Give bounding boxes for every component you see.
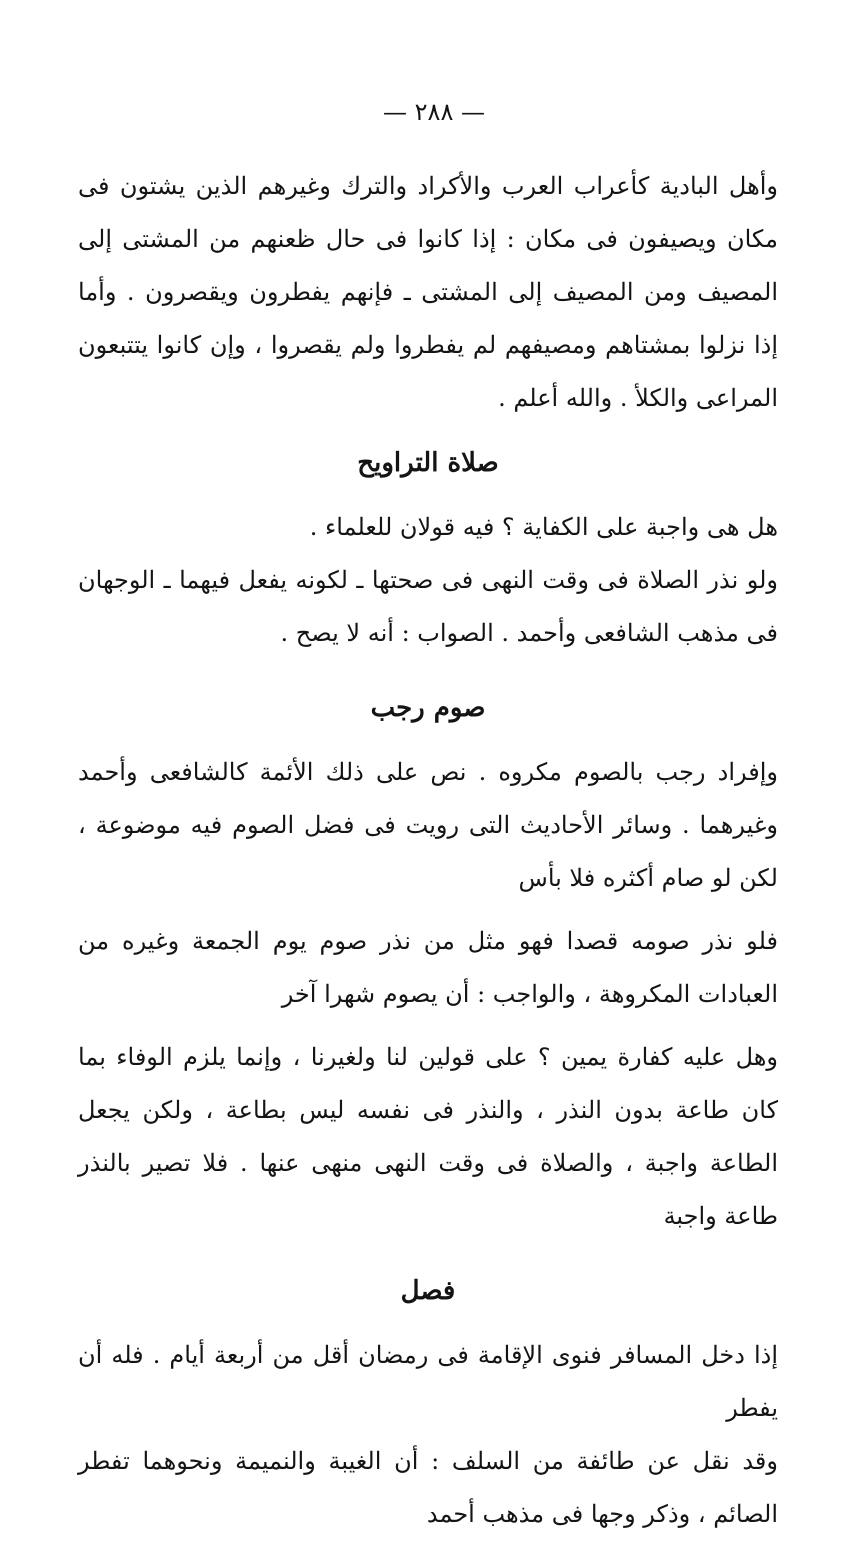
spacer xyxy=(78,905,778,915)
heading-rajab-fast: صوم رجب xyxy=(370,693,486,723)
spacer xyxy=(78,425,778,435)
paragraph-oath-expiation: وهل عليه كفارة يمين ؟ على قولين لنا ولغيرنا ، وإنما يلزم الوفاء بما كان طاعة بدون النذر ، والنذر فى نفسه ليس بطاعة ، ولكن يجعل الطاعة واجبة ، والصلاة فى وقت النهى منهى عنها . فلا تصير بالنذر طاعة واجبة xyxy=(78,1043,778,1230)
spacer xyxy=(78,736,778,746)
paragraph-taraweeh-ruling: هل هى واجبة على الكفاية ؟ فيه قولان للعلماء . xyxy=(309,513,778,541)
spacer xyxy=(78,1243,778,1263)
spacer xyxy=(78,1021,778,1031)
paragraph-rajab-vow: فلو نذر صومه قصدا فهو مثل من نذر صوم يوم الجمعة وغيره من العبادات المكروهة ، والواجب : أن يصوم شهرا آخر xyxy=(78,927,778,1008)
page-body xyxy=(78,160,778,1541)
paragraph-backbiting: وقد نقل عن طائفة من السلف : أن الغيبة والنميمة ونحوهما تفطر الصائم ، وذكر وجها فى مذهب أحمد xyxy=(78,1447,778,1528)
paragraph-traveler-residence: إذا دخل المسافر فنوى الإقامة فى رمضان أقل من أربعة أيام . فله أن يفطر xyxy=(78,1341,778,1422)
spacer xyxy=(78,1319,778,1329)
paragraph-prayer-vow: ولو نذر الصلاة فى وقت النهى فى صحتها ـ لكونه يفعل فيهما ـ الوجهان فى مذهب الشافعى وأحمد . الصواب : أنه لا يصح . xyxy=(78,566,778,647)
heading-taraweeh: صلاة التراويح xyxy=(357,448,499,478)
page-number: — ٢٨٨ — xyxy=(383,98,485,126)
spacer xyxy=(78,660,778,680)
heading-section: فصل xyxy=(400,1276,456,1306)
paragraph-nomads: وأهل البادية كأعراب العرب والأكراد والترك وغيرهم الذين يشتون فى مكان ويصيفون فى مكان : إذا كانوا فى حال ظعنهم من المشتى إلى المصيف ومن المصيف إلى المشتى ـ فإنهم يفطرون ويقصرون . وأما إذا نزلوا بمشتاهم ومصيفهم لم يفطروا ولم يقصروا ، وإن كانوا يتتبعون المراعى والكلأ . والله أعلم . xyxy=(78,172,778,412)
spacer xyxy=(78,491,778,501)
paragraph-rajab-singling: وإفراد رجب بالصوم مكروه . نص على ذلك الأئمة كالشافعى وأحمد وغيرهما . وسائر الأحاديث التى رويت فى فضل الصوم فيه موضوعة ، لكن لو صام أكثره فلا بأس xyxy=(78,758,778,892)
